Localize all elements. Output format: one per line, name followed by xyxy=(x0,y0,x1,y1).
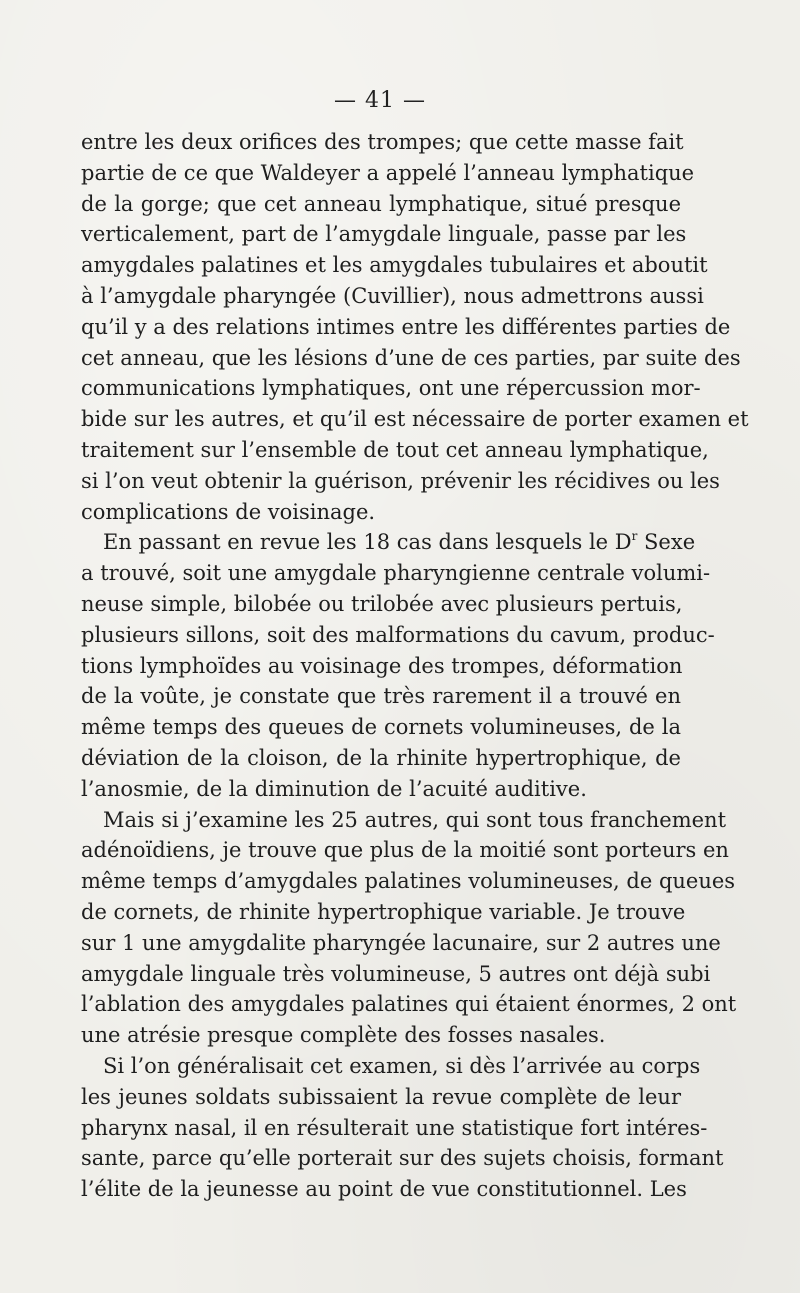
text-line: amygdales palatines et les amygdales tubulaires et aboutit xyxy=(81,253,708,278)
text-line: Si l’on généralisait cet examen, si dès l’arrivée au corps xyxy=(103,1053,701,1078)
text-line: amygdale linguale très volumineuse, 5 autres ont déjà subi xyxy=(81,961,711,986)
text-fragment: Sexe xyxy=(637,530,696,555)
text-line: traitement sur l’ensemble de tout cet anneau lymphatique, xyxy=(81,437,709,462)
text-line: les jeunes soldats subissaient la revue complète de leur xyxy=(81,1084,681,1109)
text-line: déviation de la cloison, de la rhinite hypertrophique, de xyxy=(81,745,681,770)
text-line xyxy=(81,527,696,558)
text-line: bide sur les autres, et qu’il est nécessaire de porter examen et xyxy=(81,407,749,432)
text-line: entre les deux orifices des trompes; que cette masse fait xyxy=(81,130,684,154)
text-line: Mais si j’examine les 25 autres, qui sont tous franchement xyxy=(103,807,727,832)
text-line: même temps des queues de cornets volumineuses, de la xyxy=(81,715,681,740)
text-line: verticalement, part de l’amygdale linguale, passe par les xyxy=(81,222,687,247)
text-line: tions lymphoïdes au voisinage des trompes, déformation xyxy=(81,653,683,678)
paragraph-4 xyxy=(81,1051,724,1205)
text-line: neuse simple, bilobée ou trilobée avec plusieurs pertuis, xyxy=(81,591,683,616)
text-line: même temps d’amygdales palatines volumineuses, de queues xyxy=(81,869,736,894)
text-line: qu’il y a des relations intimes entre les différentes parties de xyxy=(81,314,731,339)
paragraph-2 xyxy=(81,527,715,804)
text-line: complications de voisinage. xyxy=(81,499,376,524)
text-line: partie de ce que Waldeyer a appelé l’anneau lymphatique xyxy=(81,160,695,185)
text-line: pharynx nasal, il en résulterait une statistique fort intéres- xyxy=(81,1115,708,1140)
text-line: l’ablation des amygdales palatines qui étaient énormes, 2 ont xyxy=(81,992,737,1017)
superscript: r xyxy=(631,529,638,544)
text-line: adénoïdiens, je trouve que plus de la moitié sont porteurs en xyxy=(81,838,729,863)
paragraph-3 xyxy=(81,805,737,1051)
text-line: plusieurs sillons, soit des malformations du cavum, produc- xyxy=(81,622,715,647)
paragraph-1 xyxy=(81,127,749,527)
page-number: — 41 — xyxy=(334,88,426,113)
text-line: de la voûte, je constate que très rarement il a trouvé en xyxy=(81,684,681,709)
text-line: sur 1 une amygdalite pharyngée lacunaire, sur 2 autres une xyxy=(81,930,721,955)
text-line: si l’on veut obtenir la guérison, prévenir les récidives ou les xyxy=(81,468,720,493)
body-text xyxy=(81,127,749,1205)
text-line: communications lymphatiques, ont une répercussion mor- xyxy=(81,376,701,401)
text-line: une atrésie presque complète des fosses nasales. xyxy=(81,1023,606,1048)
text-line: l’anosmie, de la diminution de l’acuité auditive. xyxy=(81,776,587,801)
text-line: de la gorge; que cet anneau lymphatique, situé presque xyxy=(81,191,681,216)
text-line: a trouvé, soit une amygdale pharyngienne centrale volumi- xyxy=(81,561,711,586)
text-line: l’élite de la jeunesse au point de vue constitutionnel. Les xyxy=(81,1177,687,1202)
text-line: sante, parce qu’elle porterait sur des sujets choisis, formant xyxy=(81,1146,724,1171)
text-fragment: En passant en revue les 18 cas dans lesquels le D xyxy=(103,530,632,555)
text-line: de cornets, de rhinite hypertrophique variable. Je trouve xyxy=(81,899,686,924)
text-line: cet anneau, que les lésions d’une de ces parties, par suite des xyxy=(81,345,741,370)
text-line: à l’amygdale pharyngée (Cuvillier), nous admettrons aussi xyxy=(81,283,704,308)
